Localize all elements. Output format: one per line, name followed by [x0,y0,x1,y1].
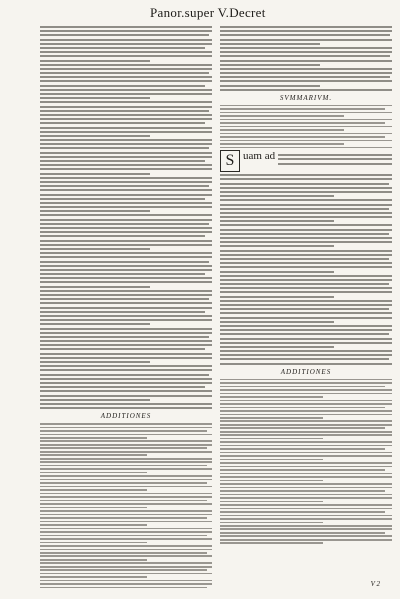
text-line [220,224,392,226]
text-line [220,441,392,443]
text-line [220,229,392,231]
text-line [40,139,212,141]
text-line [220,275,392,277]
text-line [220,325,392,327]
text-line [40,573,212,575]
text-line [220,508,392,510]
text-line [220,129,344,131]
text-line [220,420,392,422]
text-line [220,462,392,464]
signature-mark: V 2 [370,580,380,588]
text-line [220,459,323,461]
text-line [220,195,334,197]
text-line [220,237,392,239]
text-line [40,219,212,221]
text-line [40,68,212,70]
text-line [220,262,392,264]
text-line [40,454,147,456]
text-line [40,256,212,258]
text-line [220,258,389,260]
text-line [40,110,209,112]
text-line [220,333,389,335]
text-line [40,198,205,200]
text-line [220,191,392,193]
text-line [220,119,392,121]
text-line [220,346,334,348]
text-line [40,43,212,45]
text-line [220,308,389,310]
text-line [40,583,212,585]
text-line [40,514,212,516]
text-line [40,336,209,338]
text-line [220,64,320,66]
incipit-line-block [278,150,392,167]
text-line [40,353,212,355]
text-line [40,319,212,321]
text-line [220,212,392,214]
text-line [40,223,209,225]
text-line [220,296,334,298]
text-line [40,185,209,187]
text-line [220,476,392,478]
text-line [220,43,320,45]
text-line [40,143,212,145]
text-line [40,323,150,325]
text-line [220,68,392,70]
text-line [40,106,212,108]
text-line [40,475,212,477]
text-line [40,531,212,533]
text-line [40,152,212,154]
text-line [40,34,209,36]
left-additiones-heading: ADDITIONES [100,412,152,421]
text-line [40,311,205,313]
text-line [220,122,385,124]
text-line [40,252,212,254]
summarium-heading: SVMMARIVM. [279,93,333,102]
text-line [220,424,392,426]
right-top-text [220,26,392,91]
text-line [40,135,150,137]
text-line [220,39,392,41]
text-line [220,233,389,235]
text-line [220,291,392,293]
text-line [220,350,392,352]
text-line [220,522,323,524]
text-line [40,542,147,544]
text-line [40,440,212,442]
text-line [220,382,392,384]
text-line [40,156,212,158]
text-line [40,524,147,526]
text-line [40,340,212,342]
text-line [40,51,212,53]
text-line [220,108,385,110]
text-line [220,34,390,36]
text-line [40,395,212,397]
text-line [40,64,212,66]
text-line [40,545,212,547]
text-line [220,187,392,189]
text-line [40,214,212,216]
text-line [220,455,392,457]
text-line [220,490,385,492]
text-line [40,194,212,196]
text-line [40,479,212,481]
text-line [220,55,390,57]
text-line [40,535,207,537]
text-line [220,26,392,28]
text-line [40,399,150,401]
text-line [220,497,392,499]
running-header: Panor.super V.Decret [150,5,266,20]
text-line [220,407,385,409]
text-line [220,469,385,471]
text-line [40,472,147,474]
text-line [40,423,212,425]
text-line [40,510,212,512]
text-line [220,174,392,176]
text-line [220,76,390,78]
text-line [40,302,212,304]
text-line [40,461,212,463]
text-line [220,304,392,306]
text-line [220,445,392,447]
text-line [220,245,334,247]
text-line [220,501,323,503]
text-line [220,528,392,530]
text-line [220,183,389,185]
text-line [40,427,212,429]
text-line [220,208,389,210]
text-line [40,181,212,183]
text-line [40,85,205,87]
text-line [40,465,207,467]
text-line [40,437,147,439]
text-line [220,515,392,517]
text-line [40,202,212,204]
text-line [220,80,392,82]
text-line [220,220,334,222]
text-line [40,390,212,392]
text-line [40,273,205,275]
text-line [40,206,212,208]
text-line [40,552,207,554]
text-line [40,447,207,449]
text-line [220,466,392,468]
text-line [220,47,392,49]
text-line [40,555,212,557]
text-line [220,140,392,142]
text-line [40,357,212,359]
text-line [220,329,392,331]
text-line [220,279,392,281]
text-line [40,315,212,317]
text-line [40,528,212,530]
text-line [40,80,212,82]
text-line [220,539,392,541]
left-column [40,26,212,590]
text-line [220,483,392,485]
text-line [220,89,392,91]
chapter-incipit [220,150,392,172]
text-line [220,410,392,412]
text-line [220,379,392,381]
text-line [40,118,212,120]
text-line [220,396,323,398]
text-line [220,30,392,32]
text-line [40,587,207,589]
text-line [220,542,323,544]
text-line [40,164,212,166]
text-line [40,261,209,263]
text-line [40,93,212,95]
text-line [220,511,385,513]
text-line [278,163,392,165]
text-line [220,535,392,537]
text-line [220,126,392,128]
text-line [220,386,385,388]
text-line [40,177,212,179]
text-line [220,338,392,340]
summarium-list [220,105,392,148]
text-line [40,231,212,233]
text-line [220,480,323,482]
text-line [40,566,212,568]
text-line [220,266,392,268]
text-line [40,131,212,133]
text-line [220,112,392,114]
text-line [40,210,150,212]
text-line [40,562,212,564]
text-line [40,482,207,484]
text-line [40,89,212,91]
text-line [40,365,212,367]
text-line [220,283,389,285]
text-line [220,518,392,520]
text-line [220,312,392,314]
text-line [40,507,147,509]
text-line [40,434,212,436]
text-line [40,489,147,491]
text-line [40,430,207,432]
text-line [220,403,392,405]
text-line [220,417,323,419]
text-line [40,517,207,519]
text-line [40,240,212,242]
text-line [40,294,212,296]
text-line [40,458,212,460]
text-line [40,286,150,288]
text-line [40,374,209,376]
text-line [40,382,212,384]
right-column [220,26,392,546]
text-line [220,72,392,74]
text-line [220,448,385,450]
text-line [40,76,212,78]
text-line [220,358,389,360]
text-line [40,277,212,279]
text-line [220,204,392,206]
text-line [220,115,344,117]
text-line [40,444,212,446]
text-line [220,342,392,344]
text-line [220,143,344,145]
text-line [40,265,212,267]
text-line [40,55,212,57]
text-line [40,538,212,540]
text-line [220,532,385,534]
text-line [40,147,209,149]
text-line [40,576,147,578]
text-line [220,51,392,53]
incipit-text: uam ad [243,150,276,163]
text-line [220,317,392,319]
text-line [40,386,205,388]
text-line [40,521,212,523]
text-line [220,389,392,391]
text-line [220,354,392,356]
text-line [40,97,150,99]
text-line [40,39,212,41]
text-line [40,60,150,62]
text-line [40,101,212,103]
text-line [40,468,212,470]
text-line [40,500,207,502]
text-line [220,133,392,135]
text-line [220,525,392,527]
text-line [220,216,392,218]
text-line [40,369,212,371]
text-line [220,473,392,475]
text-line [40,496,212,498]
text-line [220,136,385,138]
text-line [40,403,212,405]
left-additiones-text [40,423,212,588]
text-line [278,158,392,160]
text-line [40,72,209,74]
text-line [40,486,212,488]
text-line [40,298,209,300]
left-body-text [40,26,212,409]
text-line [220,393,392,395]
text-line [220,178,392,180]
text-line [220,287,392,289]
text-line [40,332,212,334]
text-line [220,271,334,273]
text-line [40,281,212,283]
text-line [40,569,207,571]
text-line [40,160,205,162]
text-line [40,503,212,505]
text-line [40,30,212,32]
text-line [40,26,212,28]
text-line [40,451,212,453]
text-line [40,168,212,170]
text-line [40,47,205,49]
text-line [40,361,150,363]
text-line [220,85,320,87]
text-line [220,60,392,62]
text-line [220,400,392,402]
text-line [220,105,392,107]
text-line [220,452,392,454]
text-line [40,549,212,551]
text-line [40,290,212,292]
text-line [220,487,392,489]
text-line [40,407,212,409]
text-line [40,227,212,229]
text-line [40,328,212,330]
text-line [40,269,212,271]
right-additiones-text [220,379,392,544]
right-body-text [220,174,392,364]
text-line [278,154,392,156]
text-line [40,378,212,380]
text-line [40,114,212,116]
text-line [40,580,212,582]
text-line [220,147,392,149]
text-line [220,363,392,365]
text-line [220,199,392,201]
text-line [40,348,205,350]
text-line [220,250,392,252]
text-line [40,493,212,495]
text-line [220,241,392,243]
text-line [40,244,212,246]
text-line [220,321,334,323]
drop-cap: S [220,150,240,172]
text-line [220,494,392,496]
text-line [220,431,392,433]
text-line [40,344,212,346]
text-line [220,434,392,436]
text-line [220,300,392,302]
text-line [220,254,392,256]
text-line [40,248,150,250]
text-line [220,438,323,440]
text-line [40,307,212,309]
text-line [40,559,147,561]
text-line [220,427,385,429]
text-line [220,504,392,506]
text-line [40,122,205,124]
text-line [220,414,392,416]
text-line [40,235,205,237]
text-line [40,127,212,129]
text-line [40,189,212,191]
right-additiones-heading: ADDITIONES [280,367,332,376]
text-line [40,173,150,175]
